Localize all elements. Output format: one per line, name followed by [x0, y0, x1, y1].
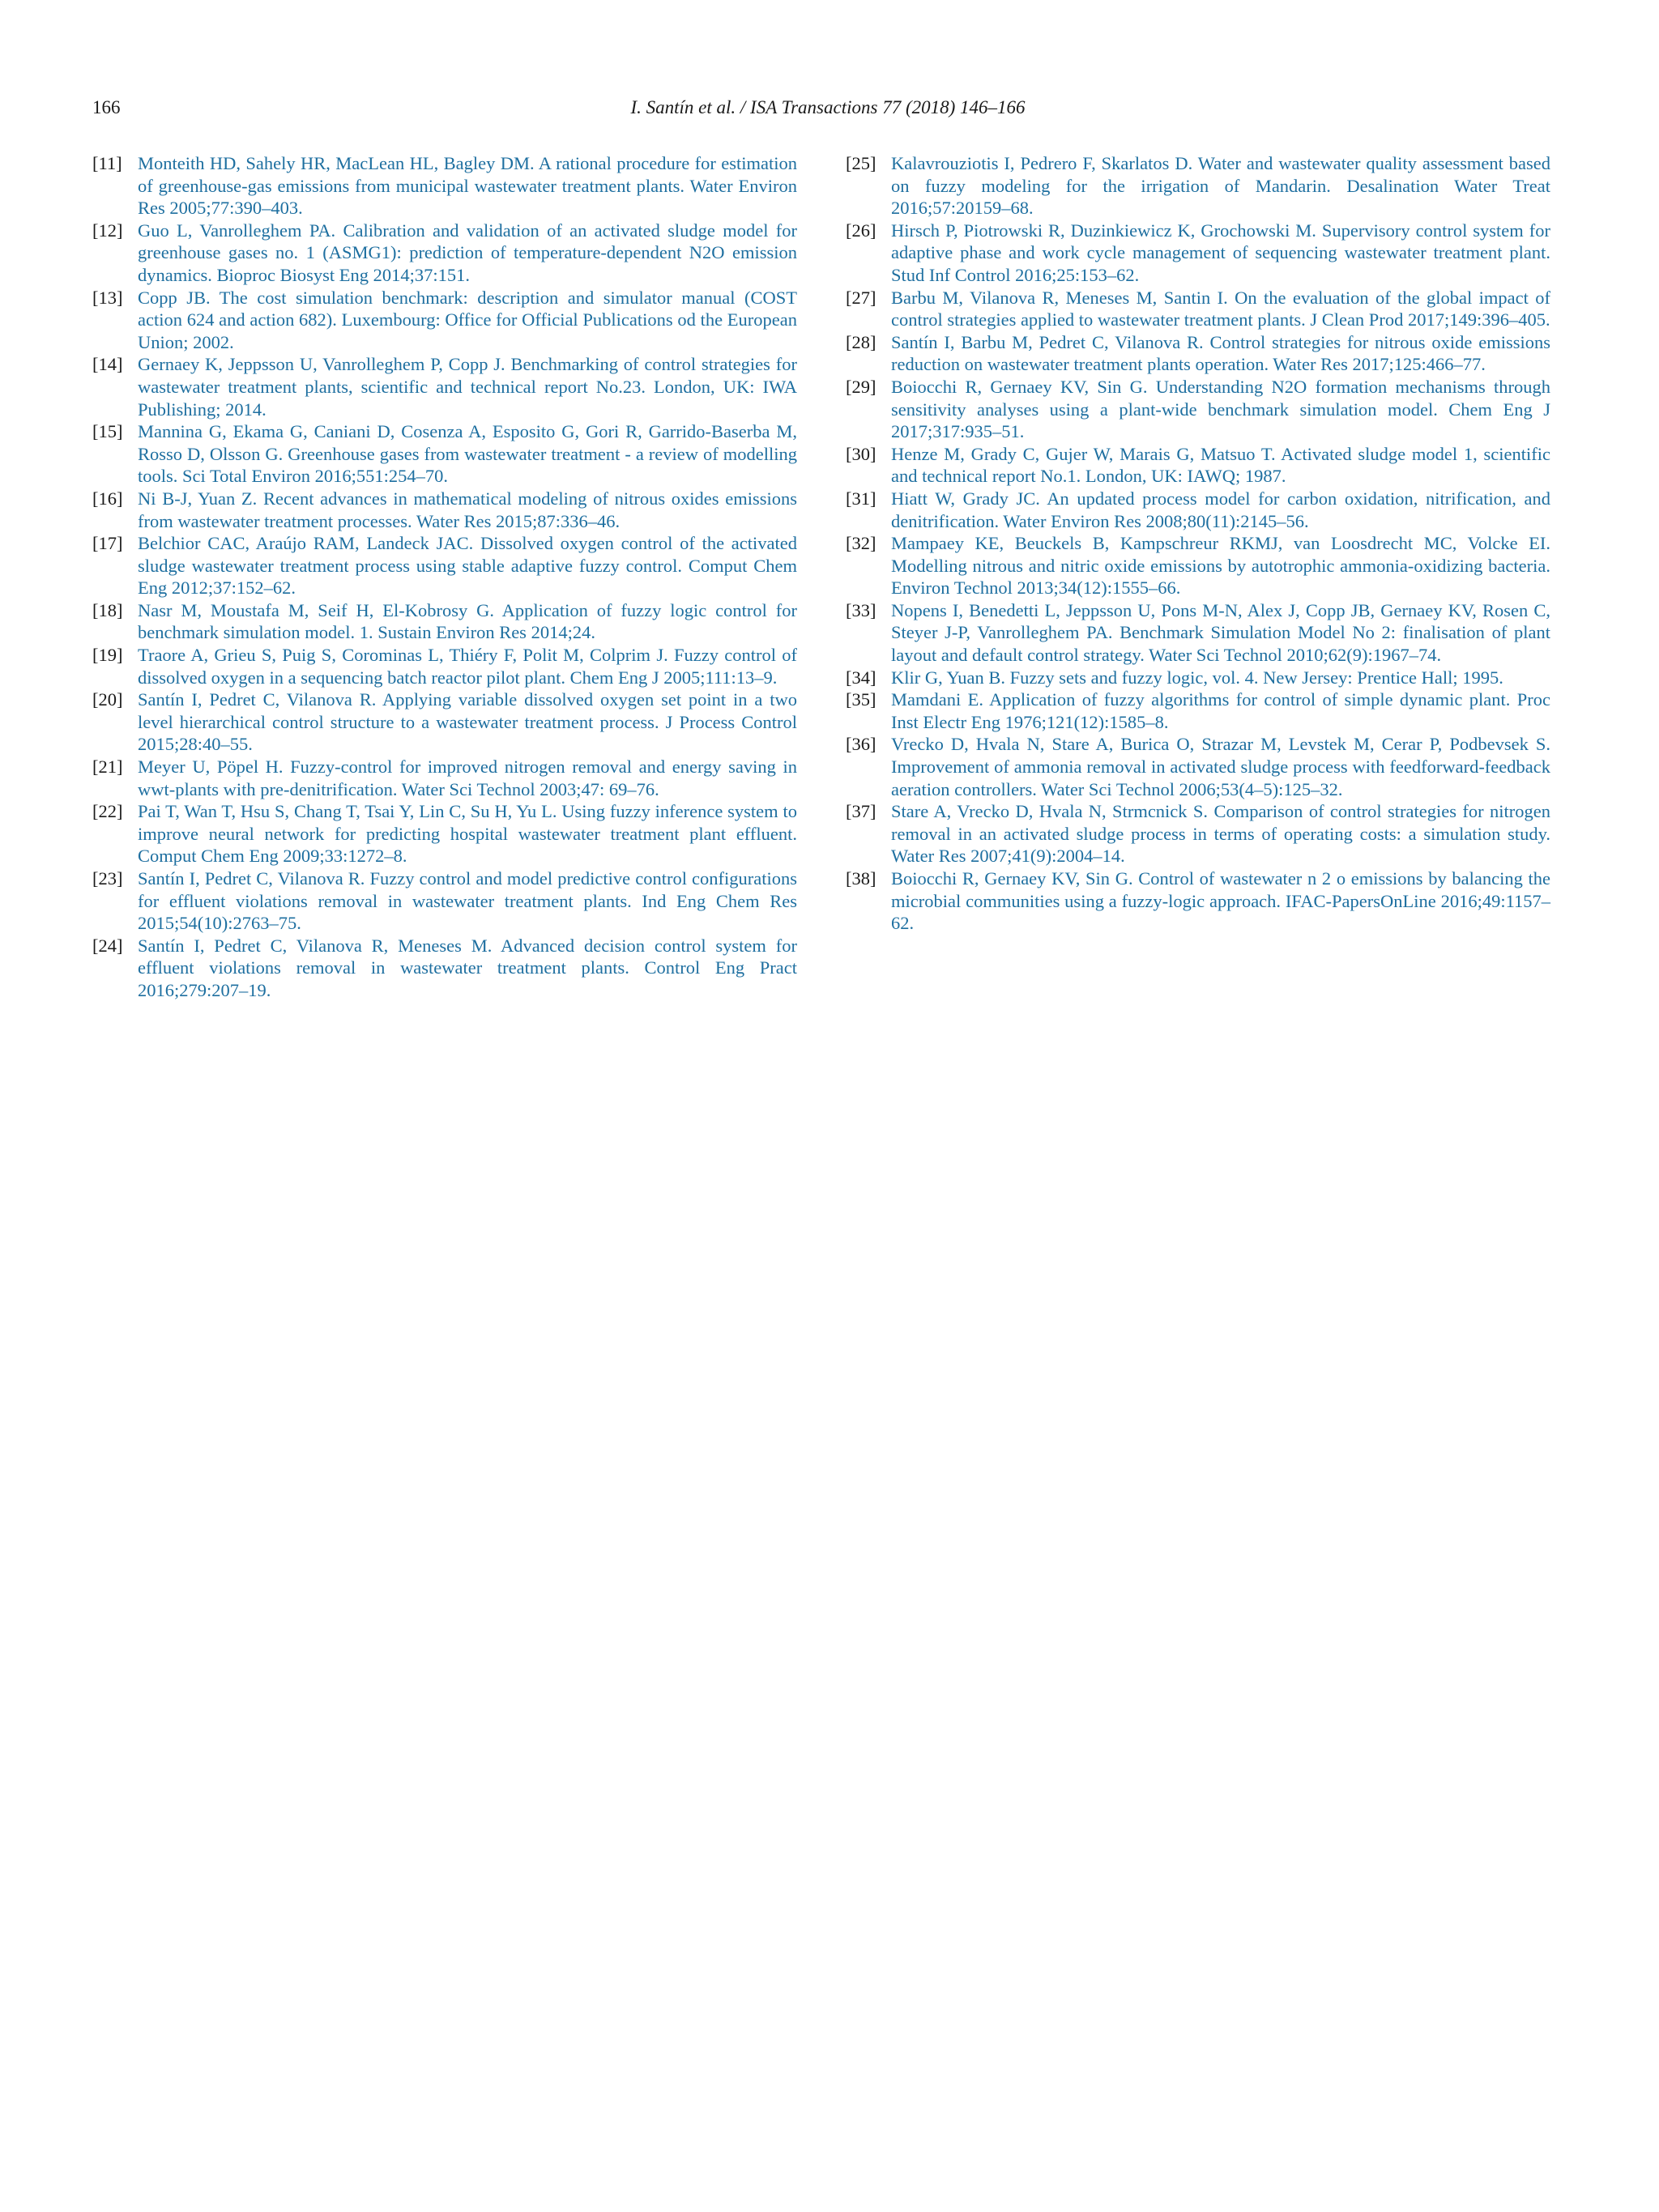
reference-number: [35] [846, 689, 876, 710]
reference-item [92, 756, 797, 800]
reference-item [846, 376, 1550, 443]
reference-link[interactable]: Ni B-J, Yuan Z. Recent advances in mathematical modeling of nitrous oxides emissions from wastewater treatment processes. Water Res 2015;87:336–46. [138, 488, 797, 531]
reference-number: [27] [846, 287, 876, 308]
page-header [92, 97, 1563, 123]
reference-link[interactable]: Monteith HD, Sahely HR, MacLean HL, Bagley DM. A rational procedure for estimation of greenhouse-gas emissions from municipal wastewater treatment plants. Water Environ Res 2005;77:390–403. [138, 153, 797, 219]
reference-number: [21] [92, 757, 123, 778]
reference-link[interactable]: Santín I, Pedret C, Vilanova R. Fuzzy control and model predictive control configurations for effluent violations removal in wastewater treatment plants. Ind Eng Chem Res 2015;54(10):2763–75. [138, 868, 797, 934]
running-head: I. Santín et al. / ISA Transactions 77 (2018) 146–166 [630, 97, 1026, 117]
reference-number: [19] [92, 645, 123, 666]
reference-item [92, 688, 797, 756]
reference-link[interactable]: Mampaey KE, Beuckels B, Kampschreur RKMJ, van Loosdrecht MC, Volcke EI. Modelling nitrous and nitric oxide emissions by autotrophic ammonia-oxidizing bacteria. Environ Technol 2013;34(12):1555–66. [891, 533, 1550, 599]
reference-number: [14] [92, 354, 123, 375]
reference-item [92, 353, 797, 420]
reference-item [846, 443, 1550, 488]
reference-link[interactable]: Hiatt W, Grady JC. An updated process model for carbon oxidation, nitrification, and denitrification. Water Environ Res 2008;80(11):2145–56. [891, 488, 1550, 531]
reference-item [846, 488, 1550, 532]
reference-link[interactable]: Boiocchi R, Gernaey KV, Sin G. Control of wastewater n 2 o emissions by balancing the microbial communities using a fuzzy-logic approach. IFAC-PapersOnLine 2016;49:1157–62. [891, 868, 1550, 934]
reference-number: [37] [846, 801, 876, 822]
reference-item [92, 532, 797, 599]
reference-item [846, 532, 1550, 599]
reference-item [846, 733, 1550, 800]
reference-item [92, 800, 797, 867]
reference-number: [12] [92, 219, 123, 241]
reference-item [92, 644, 797, 688]
reference-link[interactable]: Traore A, Grieu S, Puig S, Corominas L, Thiéry F, Polit M, Colprim J. Fuzzy control of dissolved oxygen in a sequencing batch reactor pilot plant. Chem Eng J 2005;111:13–9. [138, 645, 797, 688]
reference-item [846, 219, 1550, 287]
reference-number: [24] [92, 935, 123, 956]
reference-link[interactable]: Santín I, Barbu M, Pedret C, Vilanova R. Control strategies for nitrous oxide emissions reduction on wastewater treatment plants operation. Water Res 2017;125:466–77. [891, 331, 1550, 375]
reference-item [92, 152, 797, 219]
reference-number: [15] [92, 421, 123, 442]
reference-item [846, 287, 1550, 331]
reference-number: [38] [846, 868, 876, 889]
reference-link[interactable]: Mannina G, Ekama G, Caniani D, Cosenza A, Esposito G, Gori R, Garrido-Baserba M, Rosso D, Olsson G. Greenhouse gases from wastewater treatment - a review of modelling tools. Sci Total Environ 2016;551:254–70. [138, 421, 797, 487]
reference-link[interactable]: Mamdani E. Application of fuzzy algorithms for control of simple dynamic plant. Proc Inst Electr Eng 1976;121(12):1585–8. [891, 689, 1550, 732]
reference-number: [28] [846, 331, 876, 352]
reference-link[interactable]: Klir G, Yuan B. Fuzzy sets and fuzzy logic, vol. 4. New Jersey: Prentice Hall; 1995. [891, 667, 1503, 688]
reference-item [846, 688, 1550, 733]
reference-link[interactable]: Boiocchi R, Gernaey KV, Sin G. Understanding N2O formation mechanisms through sensitivity analyses using a plant-wide benchmark simulation model. Chem Eng J 2017;317:935–51. [891, 376, 1550, 442]
reference-link[interactable]: Barbu M, Vilanova R, Meneses M, Santin I. On the evaluation of the global impact of control strategies applied to wastewater treatment plants. J Clean Prod 2017;149:396–405. [891, 287, 1550, 330]
reference-number: [22] [92, 801, 123, 822]
reference-link[interactable]: Santín I, Pedret C, Vilanova R, Meneses M. Advanced decision control system for effluent violations removal in wastewater treatment plants. Control Eng Pract 2016;279:207–19. [138, 935, 797, 1000]
reference-item [92, 935, 797, 1002]
reference-link[interactable]: Vrecko D, Hvala N, Stare A, Burica O, Strazar M, Levstek M, Cerar P, Podbevsek S. Improvement of ammonia removal in activated sludge process with feedforward-feedback aeration controllers. Water Sci Technol 2006;53(4–5):125–32. [891, 734, 1550, 799]
reference-number: [32] [846, 533, 876, 554]
reference-item [92, 599, 797, 644]
reference-number: [25] [846, 153, 876, 173]
reference-item [846, 599, 1550, 667]
references-right-column [846, 152, 1550, 935]
reference-item [846, 331, 1550, 376]
reference-item [846, 867, 1550, 935]
reference-link[interactable]: Stare A, Vrecko D, Hvala N, Strmcnick S. Comparison of control strategies for nitrogen removal in an activated sludge process in terms of operating costs: a simulation study. Water Res 2007;41(9):2004–14. [891, 801, 1550, 867]
reference-item [92, 219, 797, 287]
reference-number: [36] [846, 734, 876, 755]
reference-number: [13] [92, 287, 123, 308]
reference-number: [20] [92, 689, 123, 710]
reference-link[interactable]: Belchior CAC, Araújo RAM, Landeck JAC. Dissolved oxygen control of the activated sludge wastewater treatment process using stable adaptive fuzzy control. Comput Chem Eng 2012;37:152–62. [138, 533, 797, 599]
reference-number: [29] [846, 376, 876, 397]
reference-number: [18] [92, 599, 123, 620]
reference-link[interactable]: Meyer U, Pöpel H. Fuzzy-control for improved nitrogen removal and energy saving in wwt-plants with pre-denitrification. Water Sci Technol 2003;47: 69–76. [138, 757, 797, 799]
reference-link[interactable]: Copp JB. The cost simulation benchmark: description and simulator manual (COST action 624 and action 682). Luxembourg: Office for Official Publications od the European Union; 2002. [138, 287, 797, 352]
reference-number: [26] [846, 219, 876, 241]
reference-item [846, 667, 1550, 689]
reference-item [92, 420, 797, 488]
reference-link[interactable]: Nopens I, Benedetti L, Jeppsson U, Pons M-N, Alex J, Copp JB, Gernaey KV, Rosen C, Steyer J-P, Vanrolleghem PA. Benchmark Simulation Model No 2: finalisation of plant layout and default control strategy. Water Sci Technol 2010;62(9):1967–74. [891, 599, 1550, 666]
reference-item [846, 800, 1550, 867]
reference-number: [33] [846, 599, 876, 620]
reference-item [92, 287, 797, 354]
reference-link[interactable]: Gernaey K, Jeppsson U, Vanrolleghem P, Copp J. Benchmarking of control strategies for wastewater treatment plants, scientific and technical report No.23. London, UK: IWA Publishing; 2014. [138, 354, 797, 420]
reference-item [92, 867, 797, 935]
reference-item [92, 488, 797, 532]
reference-item [846, 152, 1550, 219]
reference-number: [30] [846, 443, 876, 464]
reference-number: [11] [92, 153, 122, 173]
reference-link[interactable]: Kalavrouziotis I, Pedrero F, Skarlatos D. Water and wastewater quality assessment based on fuzzy modeling for the irrigation of Mandarin. Desalination Water Treat 2016;57:20159–68. [891, 153, 1550, 219]
reference-link[interactable]: Santín I, Pedret C, Vilanova R. Applying variable dissolved oxygen set point in a two level hierarchical control structure to a wastewater treatment process. J Process Control 2015;28:40–55. [138, 689, 797, 755]
reference-link[interactable]: Henze M, Grady C, Gujer W, Marais G, Matsuo T. Activated sludge model 1, scientific and technical report No.1. London, UK: IAWQ; 1987. [891, 443, 1550, 487]
reference-link[interactable]: Nasr M, Moustafa M, Seif H, El-Kobrosy G. Application of fuzzy logic control for benchmark simulation model. 1. Sustain Environ Res 2014;24. [138, 599, 797, 643]
reference-number: [31] [846, 488, 876, 509]
reference-number: [17] [92, 533, 123, 554]
reference-link[interactable]: Pai T, Wan T, Hsu S, Chang T, Tsai Y, Lin C, Su H, Yu L. Using fuzzy inference system to improve neural network for predicting hospital wastewater treatment plant effluent. Comput Chem Eng 2009;33:1272–8. [138, 801, 797, 867]
page-number: 166 [92, 97, 121, 117]
reference-number: [34] [846, 667, 876, 688]
reference-link[interactable]: Guo L, Vanrolleghem PA. Calibration and validation of an activated sludge model for greenhouse gases no. 1 (ASMG1): prediction of temperature-dependent N2O emission dynamics. Bioproc Biosyst Eng 2014;37:151. [138, 219, 797, 285]
reference-number: [23] [92, 868, 123, 889]
reference-number: [16] [92, 488, 123, 509]
references-left-column [92, 152, 797, 1002]
reference-link[interactable]: Hirsch P, Piotrowski R, Duzinkiewicz K, Grochowski M. Supervisory control system for adaptive phase and work cycle management of sequencing wastewater treatment plant. Stud Inf Control 2016;25:153–62. [891, 219, 1550, 285]
